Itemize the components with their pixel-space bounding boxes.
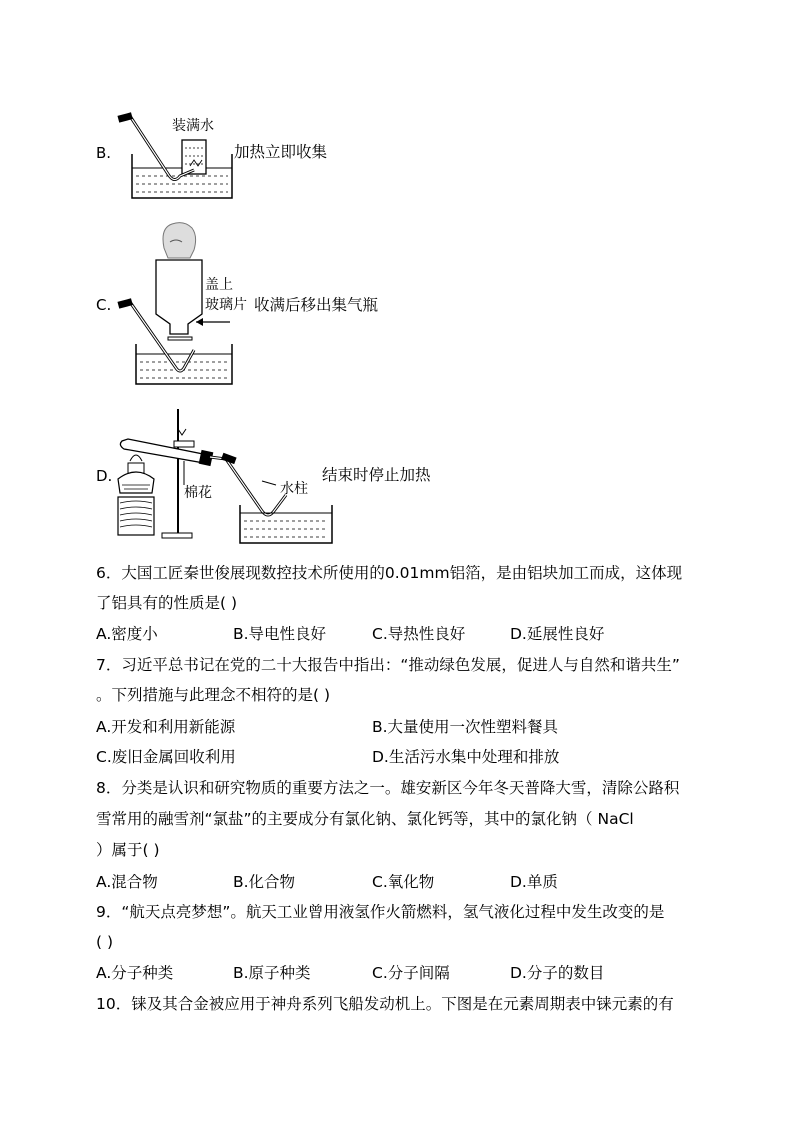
label-water-column: 水柱 (280, 481, 308, 497)
question-6-option-c: C.导热性良好 (372, 625, 466, 643)
question-9-line2: ( ) (96, 933, 114, 951)
question-8-line3: ）属于( ) (96, 841, 160, 859)
question-8-option-a: A.混合物 (96, 873, 158, 891)
option-d-action: 结束时停止加热 (322, 466, 431, 484)
option-b-letter: B. (96, 144, 112, 162)
label-full-water: 装满水 (172, 118, 214, 134)
option-c-apparatus (108, 218, 238, 388)
option-b-apparatus (108, 112, 238, 202)
question-6-option-b: B.导电性良好 (233, 625, 327, 643)
option-c-letter: C. (96, 296, 112, 314)
question-6-option-d: D.延展性良好 (510, 625, 605, 643)
question-8-option-d: D.单质 (510, 873, 558, 891)
question-7-line1: 7．习近平总书记在党的二十大报告中指出：“推动绿色发展，促进人与自然和谐共生” (96, 656, 680, 674)
question-8-option-b: B.化合物 (233, 873, 296, 891)
question-8-option-c: C.氧化物 (372, 873, 435, 891)
option-d-letter: D. (96, 467, 113, 485)
question-9-option-a: A.分子种类 (96, 964, 174, 982)
question-6-line1: 6．大国工匠秦世俊展现数控技术所使用的0.01mm铝箔，是由铝块加工而成，这体现 (96, 564, 683, 582)
question-6-option-a: A.密度小 (96, 625, 158, 643)
question-9-option-b: B.原子种类 (233, 964, 311, 982)
question-7-option-b: B.大量使用一次性塑料餐具 (372, 718, 559, 736)
question-7-option-a: A.开发和利用新能源 (96, 718, 236, 736)
question-7-option-d: D.生活污水集中处理和排放 (372, 748, 560, 766)
question-7-line2: 。下列措施与此理念不相符的是( ) (96, 686, 331, 704)
question-9-option-c: C.分子间隔 (372, 964, 450, 982)
label-cover-line1: 盖上 (205, 277, 233, 293)
question-9-line1: 9．“航天点亮梦想”。航天工业曾用液氢作火箭燃料，氢气液化过程中发生改变的是 (96, 903, 665, 921)
label-cover-line2: 玻璃片 (205, 297, 247, 313)
option-d-apparatus (112, 405, 338, 545)
option-b-action: 加热立即收集 (234, 143, 328, 161)
question-8-line1: 8．分类是认识和研究物质的重要方法之一。雄安新区今年冬天普降大雪，清除公路积 (96, 779, 680, 797)
question-10-line1: 10．铼及其合金被应用于神舟系列飞船发动机上。下图是在元素周期表中铼元素的有 (96, 995, 674, 1013)
label-cotton: 棉花 (184, 485, 212, 501)
option-c-action: 收满后移出集气瓶 (254, 296, 379, 314)
question-6-line2: 了铝具有的性质是( ) (96, 594, 238, 612)
question-9-option-d: D.分子的数目 (510, 964, 605, 982)
question-8-line2: 雪常用的融雪剂“氯盐”的主要成分有氯化钠、氯化钙等，其中的氯化钠（ NaCl (96, 810, 634, 828)
question-7-option-c: C.废旧金属回收利用 (96, 748, 236, 766)
